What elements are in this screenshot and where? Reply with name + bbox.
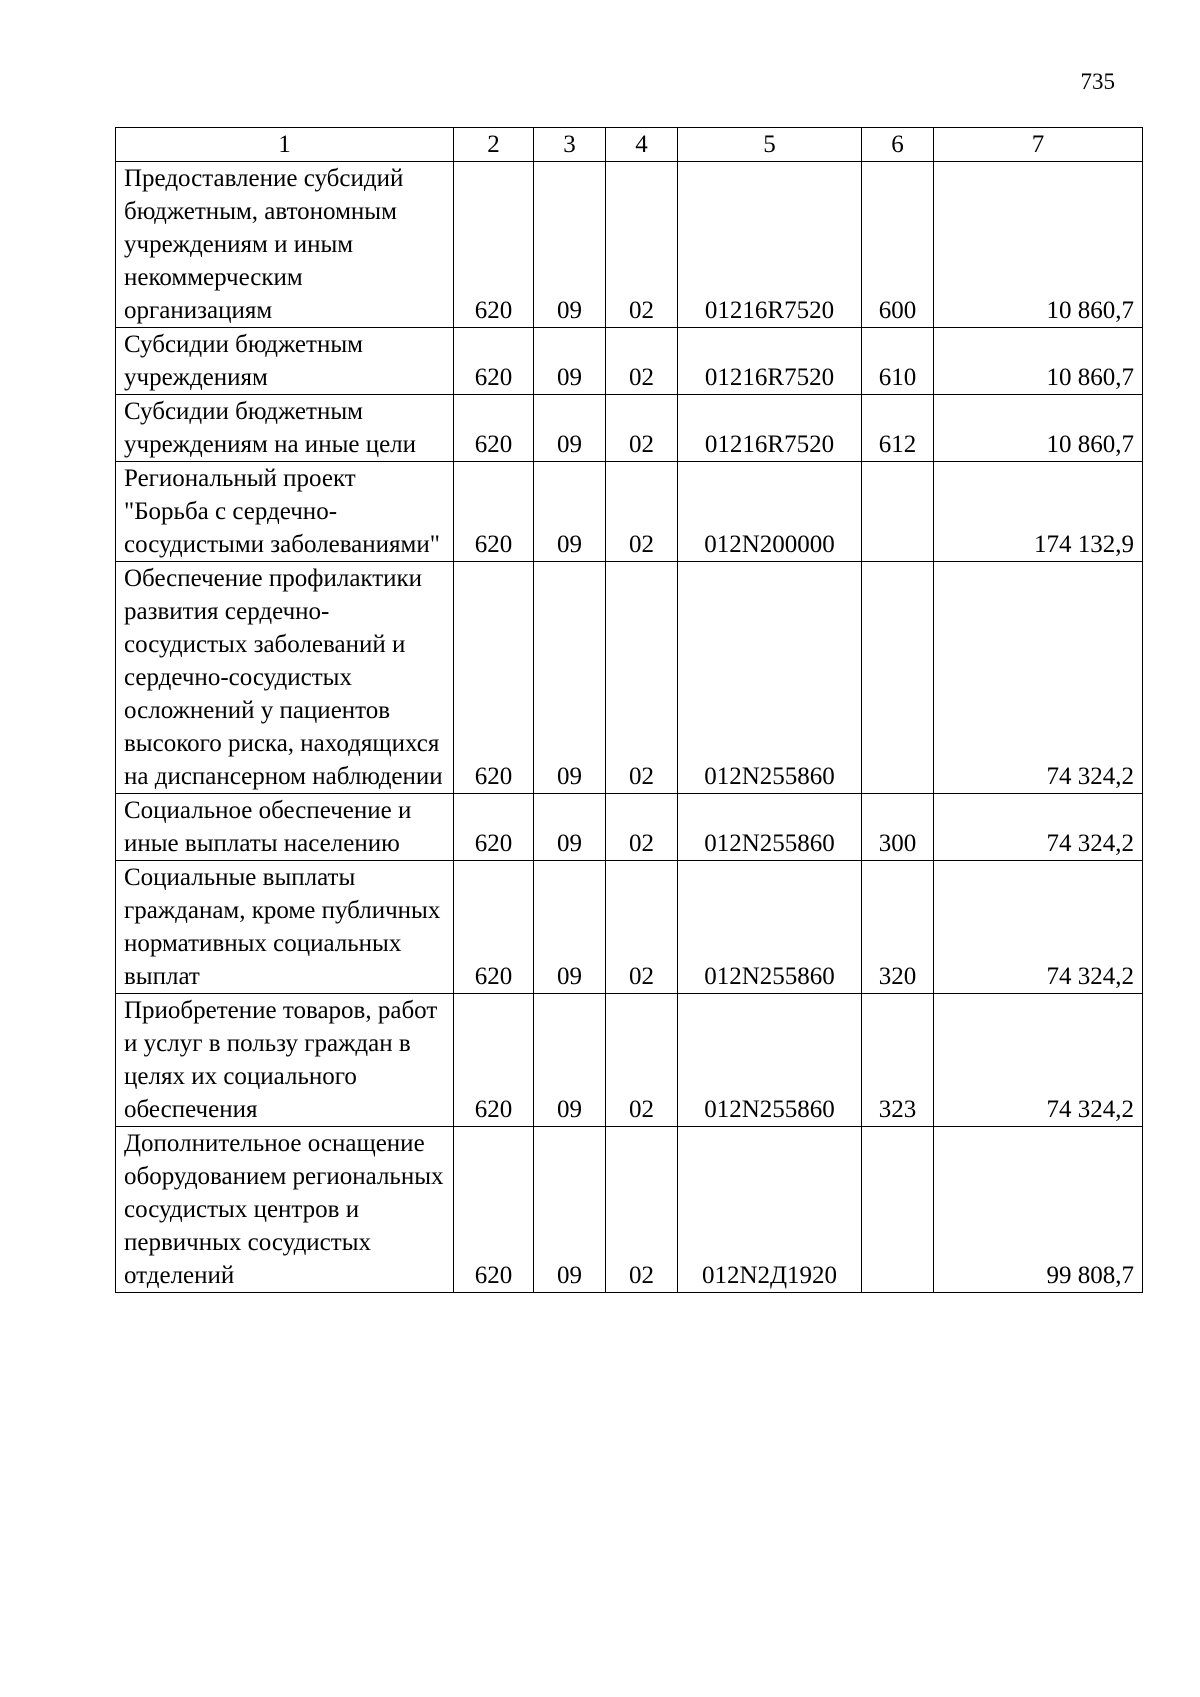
- row-name: Социальные выплаты гражданам, кроме публичных нормативных социальных выплат: [116, 861, 454, 994]
- row-col-2: 620: [454, 861, 534, 994]
- row-col-2: 620: [454, 462, 534, 562]
- row-col-6: 612: [862, 395, 934, 462]
- row-name: Субсидии бюджетным учреждениям на иные цели: [116, 395, 454, 462]
- row-amount: 74 324,2: [934, 562, 1143, 794]
- row-name: Региональный проект "Борьба с сердечно-сосудистыми заболеваниями": [116, 462, 454, 562]
- header-row: [116, 128, 1143, 162]
- column-header-1: 1: [116, 128, 454, 162]
- row-col-5: 012N255860: [678, 994, 862, 1127]
- row-col-4: 02: [606, 328, 678, 395]
- row-col-2: 620: [454, 328, 534, 395]
- row-amount: 74 324,2: [934, 794, 1143, 861]
- row-col-6: [862, 462, 934, 562]
- row-amount: 10 860,7: [934, 395, 1143, 462]
- table-row: [116, 328, 1143, 395]
- row-col-5: 012N200000: [678, 462, 862, 562]
- row-col-2: 620: [454, 395, 534, 462]
- row-col-5: 012N255860: [678, 562, 862, 794]
- table-row: [116, 861, 1143, 994]
- row-col-4: 02: [606, 162, 678, 328]
- table-row: [116, 162, 1143, 328]
- row-col-5: 01216R7520: [678, 328, 862, 395]
- column-header-3: 3: [534, 128, 606, 162]
- table-row: [116, 1127, 1143, 1293]
- row-col-3: 09: [534, 328, 606, 395]
- column-header-6: 6: [862, 128, 934, 162]
- row-name: Обеспечение профилактики развития сердечно-сосудистых заболеваний и сердечно-сосудистых осложнений у пациентов высокого риска, находящихся на диспансерном наблюдении: [116, 562, 454, 794]
- row-col-4: 02: [606, 1127, 678, 1293]
- row-col-3: 09: [534, 994, 606, 1127]
- row-col-3: 09: [534, 462, 606, 562]
- row-col-6: 323: [862, 994, 934, 1127]
- row-name: Социальное обеспечение и иные выплаты населению: [116, 794, 454, 861]
- row-col-4: 02: [606, 794, 678, 861]
- row-name: Субсидии бюджетным учреждениям: [116, 328, 454, 395]
- row-amount: 99 808,7: [934, 1127, 1143, 1293]
- row-amount: 174 132,9: [934, 462, 1143, 562]
- column-header-5: 5: [678, 128, 862, 162]
- row-col-5: 01216R7520: [678, 162, 862, 328]
- table-row: [116, 462, 1143, 562]
- row-col-3: 09: [534, 861, 606, 994]
- table-row: [116, 395, 1143, 462]
- row-col-5: 01216R7520: [678, 395, 862, 462]
- row-col-5: 012N255860: [678, 794, 862, 861]
- row-col-3: 09: [534, 794, 606, 861]
- table-row: [116, 994, 1143, 1127]
- row-amount: 10 860,7: [934, 328, 1143, 395]
- row-col-6: [862, 562, 934, 794]
- table-row: [116, 562, 1143, 794]
- table-header: [116, 128, 1143, 162]
- table-body: [116, 162, 1143, 1293]
- row-col-6: 320: [862, 861, 934, 994]
- row-col-6: 300: [862, 794, 934, 861]
- column-header-7: 7: [934, 128, 1143, 162]
- row-col-2: 620: [454, 162, 534, 328]
- row-amount: 74 324,2: [934, 994, 1143, 1127]
- row-col-3: 09: [534, 395, 606, 462]
- budget-table: [115, 127, 1143, 1293]
- row-col-6: 600: [862, 162, 934, 328]
- row-amount: 10 860,7: [934, 162, 1143, 328]
- row-col-2: 620: [454, 1127, 534, 1293]
- column-header-2: 2: [454, 128, 534, 162]
- row-col-4: 02: [606, 861, 678, 994]
- row-col-3: 09: [534, 162, 606, 328]
- row-col-3: 09: [534, 1127, 606, 1293]
- table-row: [116, 794, 1143, 861]
- row-col-3: 09: [534, 562, 606, 794]
- row-name: Предоставление субсидий бюджетным, автономным учреждениям и иным некоммерческим организациям: [116, 162, 454, 328]
- row-col-5: 012N255860: [678, 861, 862, 994]
- row-amount: 74 324,2: [934, 861, 1143, 994]
- row-col-5: 012N2Д1920: [678, 1127, 862, 1293]
- row-col-2: 620: [454, 994, 534, 1127]
- row-col-4: 02: [606, 395, 678, 462]
- row-col-2: 620: [454, 794, 534, 861]
- row-name: Дополнительное оснащение оборудованием региональных сосудистых центров и первичных сосудистых отделений: [116, 1127, 454, 1293]
- row-col-4: 02: [606, 994, 678, 1127]
- column-header-4: 4: [606, 128, 678, 162]
- row-col-6: [862, 1127, 934, 1293]
- row-col-6: 610: [862, 328, 934, 395]
- page-number: 735: [1080, 69, 1115, 94]
- row-col-4: 02: [606, 562, 678, 794]
- row-name: Приобретение товаров, работ и услуг в пользу граждан в целях их социального обеспечения: [116, 994, 454, 1127]
- row-col-2: 620: [454, 562, 534, 794]
- row-col-4: 02: [606, 462, 678, 562]
